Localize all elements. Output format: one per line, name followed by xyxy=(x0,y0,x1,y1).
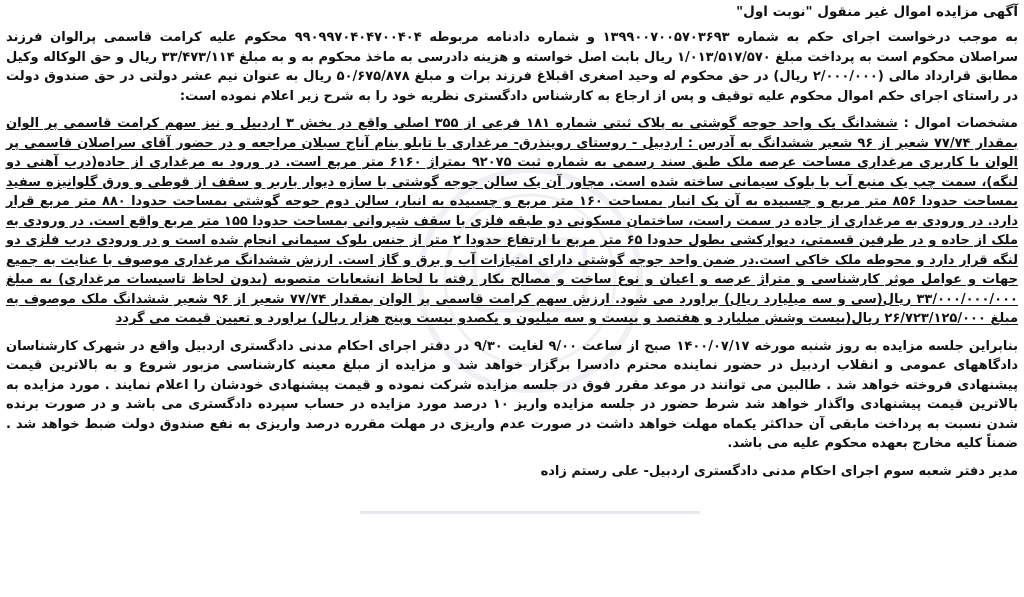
watermark-caption xyxy=(360,505,700,521)
property-specs-body: ششدانگ یک واحد جوجه گوشتی به پلاک ثبتی شماره ۱۸۱ فرعی از ۳۵۵ اصلی واقع در بخش ۳ اردبیل و نیز سهم کرامت قاسمی پر الوان بمقدار ۷۷/۷۴ شعیر از ۹۶ شعیر ششدانگ به آدرس : اردبیل - روستای روینذرق- مرغداری با تابلو بنام آناج سبلان مراجعه و در حضور آقای سراصلان قاسمی پر الوان با کاربری مرغداری مساحت عرصه ملک طبق سند رسمی به شماره ثبت ۹۲۰۷۵ بمتراژ ۶۱۶۰ متر مربع است. در ورود به مرغداری از جاده(درب آهنی دو لنگه)، سمت چپ یک منبع آب با بلوک سیمانی ساخته شده است. مجاور آن یک سالن جوجه گوشتی با سازه دیوار باربر و سقف از قوطی و ورق گلوانیزه سفید بمساحت حدودا ۸۵۶ متر مربع و چسبیده به آن یک انبار بمساحت ۱۶۰ متر مربع و چسبیده به انبار، سالن دوم جوجه گوشتی بمساحت حدودا ۸۸۰ متر مربع قرار دارد. در ورودی به مرغداری از جاده در سمت راست، ساختمان مسکونی دو طبقه فلزی با سقف شیروانی بمساحت حدودا ۱۵۵ متر مربع واقع است. در ورودی به ملک از جاده و در طرفین قسمتی، دیوارکشی بطول حدودا ۶۵ متر مربع با ارتفاع حدودا ۲ متر از جنس بلوک سیمانی انجام شده است و در ورودی درب فلزی دو لنگه قرار دارد و محوطه ملک خاکی است.در ضمن واحد جوجه گوشتی دارای امتیازات آب و برق و گاز است. ارزش ششدانگ مرغداری موصوف با عنایت به جمیع جهات و عوامل موثر کارشناسی و متراژ عرصه و اعیان و نوع ساخت و مصالح بکار رفته با لحاظ انشعابات متصوبه (بدون لحاظ تاسیسات مرغداری) به مبلغ ۳۳/۰۰۰/۰۰۰/۰۰۰ ریال(سی و سه میلیارد ریال) براورد می شود. ارزش سهم کرامت قاسمی پر الوان بمقدار ۷۷/۷۴ شعیر از ۹۶ شعیر ششدانگ ملک موصوف به مبلغ ۲۶/۷۲۳/۱۲۵/۰۰۰ ریال(بیست وشش میلیارد و هفتصد و بیست و سه میلیون و یکصدو بیست وپنج هزار ریال) براورد و تعیین قیمت می گردد xyxy=(6,116,1018,326)
intro-paragraph: به موجب درخواست اجرای حکم به شماره ۱۳۹۹۰۰۷۰۰۵۷۰۳۶۹۳ و شماره دادنامه مربوطه ۹۹۰۹۹۷۰۴۰۴۷۰۰۴۰۴ محکوم علیه کرامت قاسمی پرالوان فرزند سراصلان محکوم است به پرداخت مبلغ ۱/۰۱۳/۵۱۷/۵۷۰ ریال بابت اصل خواسته و هزینه دادرسی به ماخذ محکوم به و به مبلغ ۳۳/۴۷۳/۱۱۴ ریال و حق الوکاله وکیل مطابق قرارداد مالی (۲/۰۰۰/۰۰۰ ریال) در حق محکوم له وحید اصغری اقبلاغ فرزند برات و مبلغ ۵۰/۶۷۵/۸۷۸ ریال به عنوان نیم عشر دولتی در حق صندوق دولت در راستای اجرای حکم اموال محکوم علیه توقیف و پس از ارجاع به کارشناس دادگستری نظریه خود را به شرح زیر اعلام نموده است: xyxy=(6,30,1019,104)
auction-notice xyxy=(6,2,1018,481)
auction-details-paragraph: بنابراین جلسه مزایده به روز شنبه مورخه ۱۴۰۰/۰۷/۱۷ صبح از ساعت ۹/۰۰ لغایت ۹/۳۰ در دفتر اجرای احکام مدنی دادگستری اردبیل واقع در شهرک کارشناسان دادگاههای عمومی و انقلاب اردبیل در حضور نماینده محترم دادسرا برگزار خواهد شد و مزایده از مبلغ معینه کارشناسی مزبور شروع و به بالاترین قیمت پیشنهادی فروخته خواهد شد . طالبین می توانند در موعد مقرر فوق در جلسه مزایده شرکت نموده و قیمت پیشنهادی خودشان را اعلام نمایند . مورد مزایده به بالاترین قیمت پیشنهادی واگذار خواهد شد شرط حضور در جلسه مزایده واریز ۱۰ درصد مورد مزایده در حساب سپرده دادگستری می باشد و در صورت برنده شدن نسبت به پرداخت مابقی آن حداکثر یکماه مهلت خواهد داشت در صورت عدم واریزی در مهلت مقرره درصد واریزی به نفع صندوق دولت ضبط خواهد شد . ضمناً کلیه مخارج بعهده محکوم علیه می باشد. xyxy=(6,338,1018,451)
signature-line: مدیر دفتر شعبه سوم اجرای احکام مدنی دادگستری اردبیل- علی رستم زاده xyxy=(540,463,1018,479)
property-specs-label: مشخصات اموال : xyxy=(903,116,1018,131)
notice-title: آگهی مزایده اموال غیر منقول "نوبت اول" xyxy=(736,4,1018,20)
property-specs-paragraph xyxy=(6,114,1018,329)
